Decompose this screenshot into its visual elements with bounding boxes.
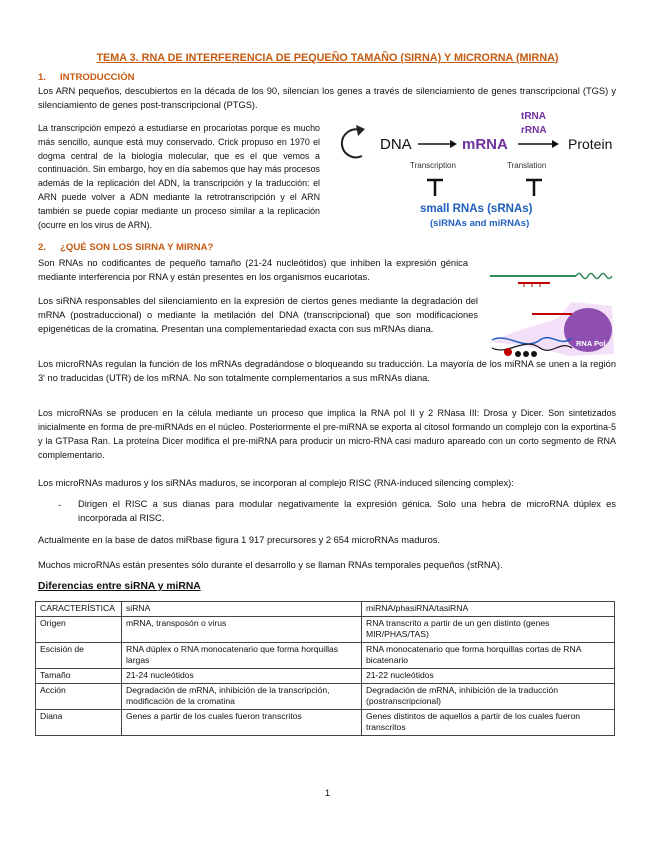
table-cell: RNA dúplex o RNA monocatenario que forma horquillas largas [122, 642, 362, 668]
table-cell: Origen [36, 616, 122, 642]
bullet-marker: - [58, 500, 62, 510]
page-number: 1 [324, 788, 331, 799]
section-number: 2. [38, 242, 47, 253]
table-row [36, 709, 615, 735]
protein-label: Protein [568, 136, 613, 152]
table-title: Diferencias entre siRNA y miRNA [38, 581, 201, 592]
rna-silencing-illustration [488, 268, 620, 362]
s2-paragraph-2: Los siRNA responsables del silenciamiento en la expresión de ciertos genes mediante la degradación del mRNA (postraduccional) o mediante la metilación del DNA (transcripcional) que son modificaciones epigenéticas de la cromatina. Presentan una complementariedad exacta con sus mRNAs diana. [38, 296, 478, 335]
table-cell: mRNA, transposón o virus [122, 616, 362, 642]
table-cell: Degradación de mRNA, inhibición de la transcripción, modificación de la cromatina [122, 683, 362, 709]
intro-paragraph-1: Los ARN pequeños, descubiertos en la década de los 90, silencian los genes a través de silenciamiento de genes transcripcional (TGS) y silenciamiento de genes post-transcripcional (PTGS). [38, 86, 616, 111]
table-row [36, 642, 615, 668]
translation-label: Translation [507, 161, 547, 170]
rrna-label: rRNA [521, 125, 547, 136]
mrna-label: mRNA [462, 136, 508, 153]
table-row [36, 616, 615, 642]
table-cell: RNA monocatenario que forma horquillas cortas de RNA bicatenario [362, 642, 615, 668]
table-row [36, 683, 615, 709]
rna-pol-complex-icon [492, 302, 614, 357]
s2-paragraph-1: Son RNAs no codificantes de pequeño tamaño (21-24 nucleótidos) que inhiben la expresión génica mediante interferencia por RNA y están presentes en los organismos eucariotas. [38, 258, 468, 283]
table-cell: 21-24 nucleótidos [122, 668, 362, 683]
replication-cycle-icon [342, 125, 365, 157]
comparison-table [35, 601, 615, 736]
small-rnas-label: small RNAs (sRNAs) [420, 203, 533, 215]
table-cell: Acción [36, 683, 122, 709]
table-cell: 21-22 nucleótidos [362, 668, 615, 683]
section-title: INTRODUCCIÓN [60, 72, 135, 83]
s2-paragraph-4: Los microRNAs se producen en la célula mediante un proceso que implica la RNA pol II y 2 RNasa III: Drosa y Dicer. Son sintetizados inicialmente en forma de pre-miRNAds en el núcleo. Posteriormente el pre-miRNA se exporta al citosol formando un complejo con la exportina-5 y la GTPasa Ran. La proteína Dicer modifica el pre-miRNA para producir un micro-RNA casi maduro apareado con un corto segmento de RNA complementario. [38, 408, 616, 460]
intro-paragraph-2: La transcripción empezó a estudiarse en procariotas porque es mucho más sencillo, aunque está muy conservado. Crick propuso en 1970 el dogma central de la biología molecular, que es el que vemos a continuación. Sin embargo, hoy en día sabemos que hay más procesos además de la replicación del ADN, la transcripción y la traducción: el ARN puede volver a ADN mediante la retrotranscripción y el ARN también se puede copiar mediante un proceso similar a la replicación (ocurre en los virus de ARN). [38, 123, 320, 230]
s2-paragraph-5: Los microRNAs maduros y los siRNAs maduros, se incorporan al complejo RISC (RNA-induced silencing complex): [38, 478, 514, 488]
section-heading-que-son [38, 242, 213, 253]
table-header-cell: miRNA/phasiRNA/tasiRNA [362, 602, 615, 617]
table-cell: Diana [36, 709, 122, 735]
sirnas-mirnas-label: (siRNAs and miRNAs) [430, 218, 530, 229]
transcription-label: Transcription [410, 161, 456, 170]
section-heading-introduccion [38, 72, 135, 83]
table-row [36, 668, 615, 683]
table-header-cell: siRNA [122, 602, 362, 617]
table-cell: Genes distintos de aquellos a partir de los cuales fueron transcritos [362, 709, 615, 735]
s2-paragraph-6: Actualmente en la base de datos miRbase figura 1 917 precursores y 2 654 microRNAs maduros. [38, 535, 441, 545]
table-cell: Escisión de [36, 642, 122, 668]
section-title: ¿QUÉ SON LOS SIRNA Y MIRNA? [60, 242, 214, 253]
s2-paragraph-3: Los microRNAs regulan la función de los mRNAs degradándose o bloqueando su traducción. La mayoría de los miRNA se unen a la región 3' no traducidas (UTR) de los mRNA. No son totalmente complementarios a sus mRNAs diana. [38, 359, 616, 384]
mrna-strand-icon [490, 274, 612, 288]
table-header-cell: CARACTERÍSTICA [36, 602, 122, 617]
page-title: TEMA 3. RNA DE INTERFERENCIA DE PEQUEÑO TAMAÑO (SIRNA) Y MICRORNA (MIRNA) [96, 52, 559, 64]
rna-pol-label: RNA Pol [576, 339, 606, 348]
bullet-item-risc: Dirigen el RISC a sus dianas para modular negativamente la expresión génica. Solo una hebra de microRNA dúplex es incorporada al RISC. [78, 499, 616, 524]
section-number: 1. [38, 72, 47, 83]
inhibition-symbol-translation [526, 180, 542, 196]
dna-label: DNA [380, 136, 412, 153]
central-dogma-diagram [330, 100, 630, 235]
table-cell: Genes a partir de los cuales fueron transcritos [122, 709, 362, 735]
table-cell: RNA transcrito a partir de un gen distinto (genes MIR/PHAS/TAS) [362, 616, 615, 642]
trna-label: tRNA [521, 111, 546, 122]
table-cell: Degradación de mRNA, inhibición de la traducción (postranscripcional) [362, 683, 615, 709]
table-cell: Tamaño [36, 668, 122, 683]
s2-paragraph-7: Muchos microRNAs están presentes sólo durante el desarrollo y se llaman RNAs temporales pequeños (stRNA). [38, 560, 503, 570]
table-header-row [36, 602, 615, 617]
inhibition-symbol-transcription [427, 180, 443, 196]
